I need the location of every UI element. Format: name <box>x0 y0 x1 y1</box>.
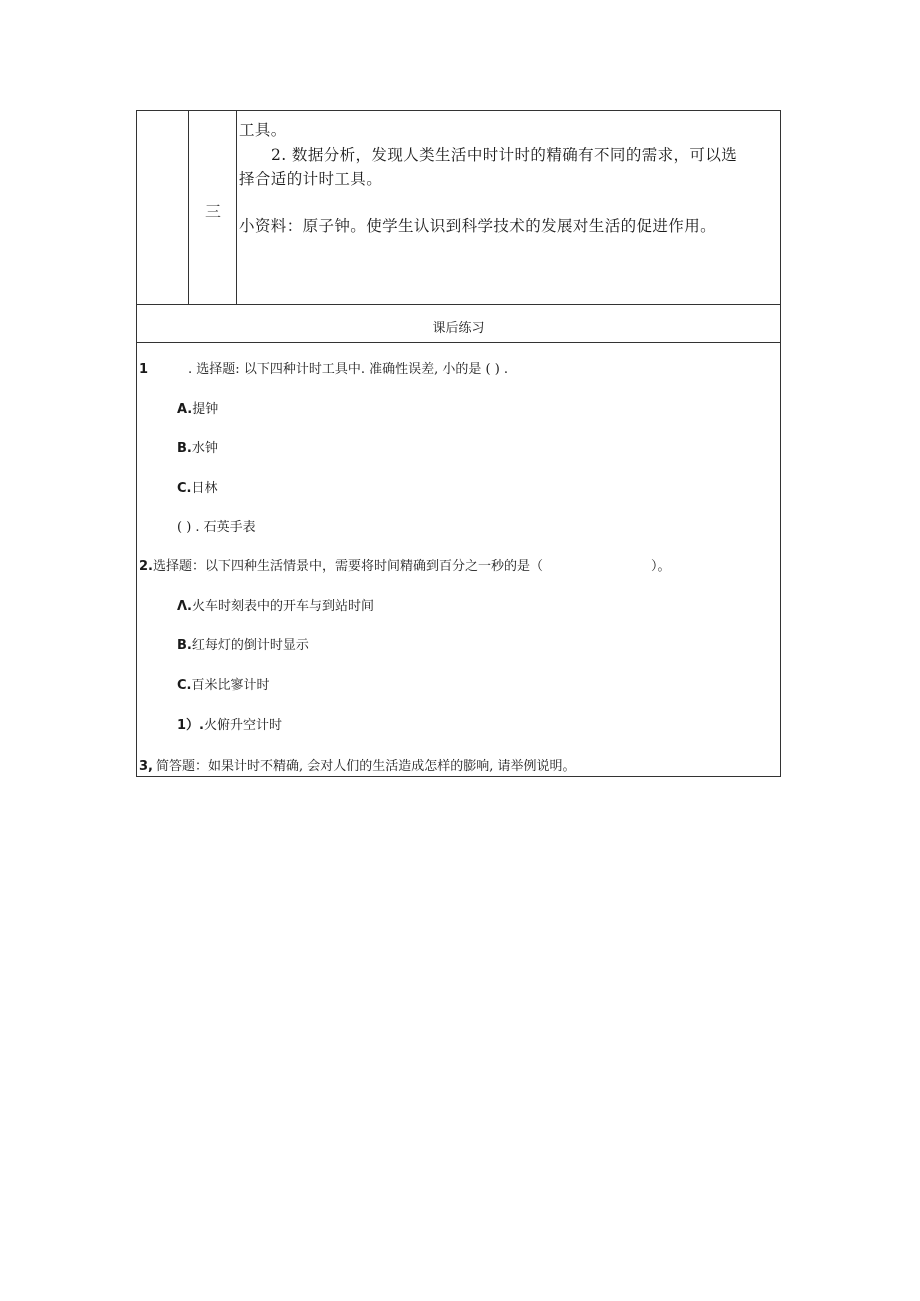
question-2 <box>139 555 671 574</box>
stage-label: 三 <box>205 202 222 221</box>
question-1-text: . 选择题: 以下四种计时工具中. 准确性误差, 小的是 ( ) . <box>188 362 509 377</box>
question-2-text: 选择题：以下四种生活情景中，需要将时间精确到百分之一秒的是（ <box>152 559 543 574</box>
question-2-text-end: ）。 <box>651 559 671 574</box>
content-line-3: 择合适的计时工具。 <box>239 170 383 188</box>
column-divider-1 <box>188 111 189 304</box>
question-3 <box>139 755 576 774</box>
question-1 <box>139 358 508 377</box>
content-line-1: 工具。 <box>239 121 287 139</box>
row-divider-2 <box>137 342 780 343</box>
q2-option-b: B.红每灯的倒计时显示 <box>177 638 309 653</box>
question-2-number: 2. <box>139 559 153 574</box>
lesson-table <box>136 110 781 777</box>
row-divider-1 <box>137 304 780 305</box>
content-line-4: 小资料：原子钟。使学生认识到科学技术的发展对生活的促进作用。 <box>239 217 717 235</box>
content-line-2: 2. 数据分析，发现人类生活中时计时的精确有不同的需求，可以选 <box>271 146 738 164</box>
question-3-text: 简答题：如果计时不精确, 会对人们的生活造成怎样的膨响, 请举例说明。 <box>155 759 576 774</box>
q2-option-a: Λ.火车时刻表中的开车与到站时间 <box>177 599 375 614</box>
question-1-number: 1 <box>139 362 149 377</box>
question-3-number: 3, <box>139 759 153 774</box>
q1-option-b: B.水钟 <box>177 441 218 456</box>
q1-option-d: ( ) . 石英手表 <box>177 520 256 535</box>
q1-option-a: A.提钟 <box>177 402 219 417</box>
q2-option-c: C.百米比寥计时 <box>177 678 270 693</box>
q1-option-c: C.日林 <box>177 481 218 496</box>
column-divider-2 <box>236 111 237 304</box>
exercise-header: 课后练习 <box>432 321 485 336</box>
q2-option-d: 1）.火俯升空计时 <box>177 718 282 733</box>
